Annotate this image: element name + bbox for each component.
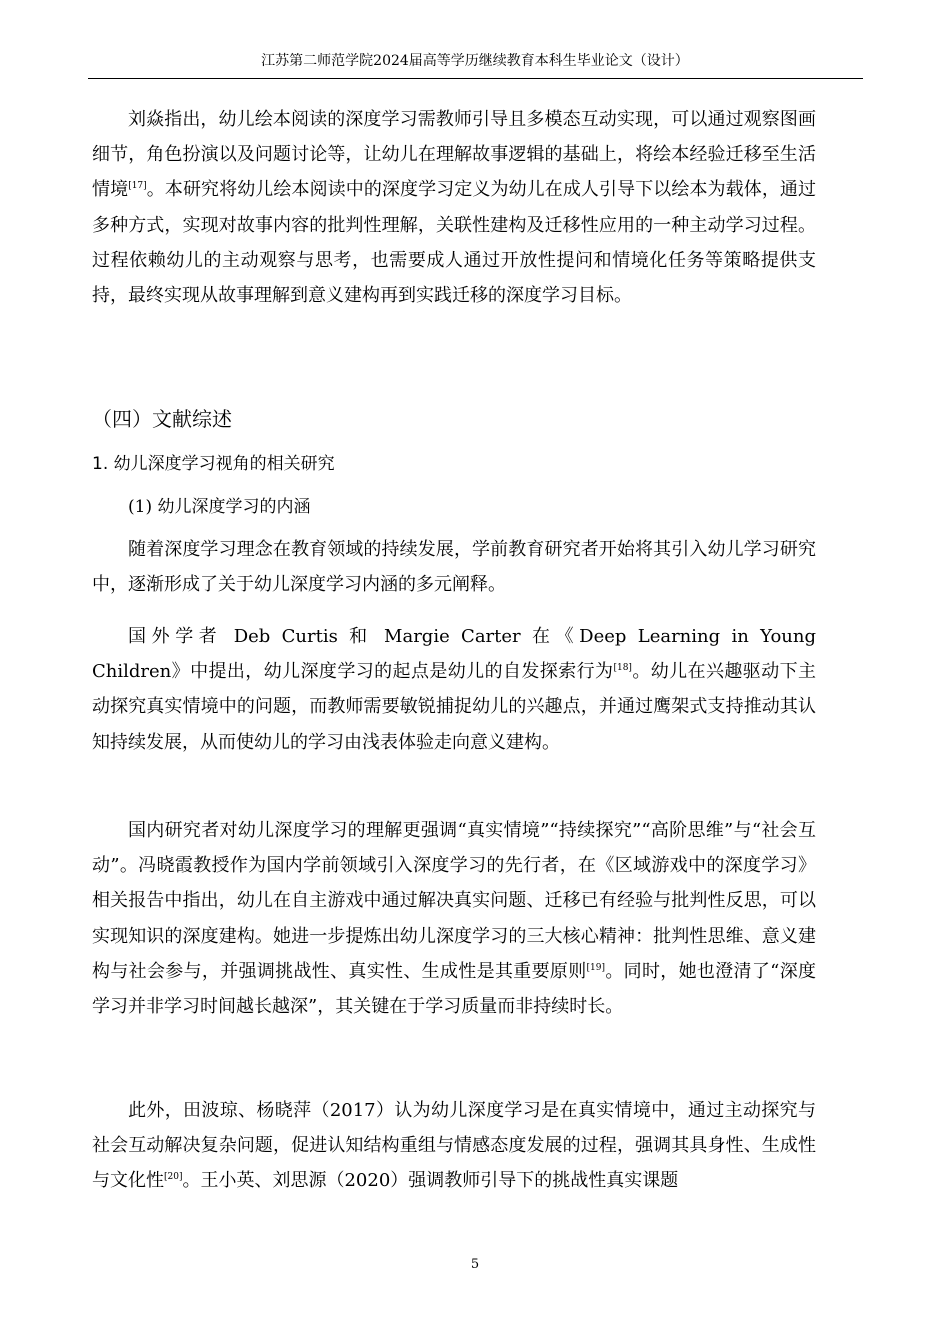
paragraph-text: 。王小英、刘思源（2020）强调教师引导下的挑战性真实课题 bbox=[182, 1170, 679, 1192]
paragraph-text: 此外，田波琼、杨晓萍（2017）认为幼儿深度学习是在真实情境中，通过主动探究与社会互动解决复杂问题，促进认知结构重组与情感态度发展的过程，强调其具身性、生成性与文化性 bbox=[92, 1100, 816, 1192]
running-header: 江苏第二师范学院2024届高等学历继续教育本科生毕业论文（设计） bbox=[261, 53, 689, 69]
citation-ref: [20] bbox=[164, 1172, 183, 1183]
citation-ref: [19] bbox=[586, 962, 606, 973]
citation-ref: [17] bbox=[128, 181, 147, 192]
body-paragraph bbox=[92, 532, 816, 602]
paragraph-text: 。本研究将幼儿绘本阅读中的深度学习定义为幼儿在成人引导下以绘本为载体，通过多种方式，实现对故事内容的批判性理解，关联性建构及迁移性应用的一种主动学习过程。过程依赖幼儿的主动观察与思考，也需要成人通过开放性提问和情境化任务等策略提供支持，最终实现从故事理解到意义建构再到实践迁移的深度学习目标。 bbox=[92, 179, 817, 307]
body-paragraph bbox=[92, 1093, 816, 1199]
paragraph-text: 刘焱指出，幼儿绘本阅读的深度学习需教师引导且多模态互动实现，可以通过观察图画细节，角色扮演以及问题讨论等，让幼儿在理解故事逻辑的基础上，将绘本经验迁移至生活情境 bbox=[92, 109, 816, 201]
paragraph-text: 国内研究者对幼儿深度学习的理解更强调“真实情境”“持续探究”“高阶思维”与“社会互动”。冯晓霞教授作为国内学前领域引入深度学习的先行者，在《区域游戏中的深度学习》相关报告中指出，幼儿在自主游戏中通过解决真实问题、迁移已有经验与批判性反思，可以实现知识的深度建构。她进一步提炼出幼儿深度学习的三大核心精神：批判性思维、意义建构与社会参与，并强调挑战性、真实性、生成性是其重要原则 bbox=[92, 820, 816, 982]
paragraph-text: 国外学者 Deb Curtis 和 Margie Carter 在《Deep Learning in Young Children》中提出，幼儿深度学习的起点是幼儿的自发探索行为 bbox=[92, 626, 816, 683]
section-heading: （四）文献综述 bbox=[92, 407, 232, 431]
paragraph-text: 。幼儿在兴趣驱动下主动探究真实情境中的问题，而教师需要敏锐捕捉幼儿的兴趣点，并通过鹰架式支持推动其认知持续发展，从而使幼儿的学习由浅表体验走向意义建构。 bbox=[92, 661, 817, 753]
body-paragraph bbox=[92, 102, 816, 313]
body-paragraph bbox=[92, 619, 816, 760]
page-number: 5 bbox=[470, 1257, 480, 1272]
paragraph-text: 。同时，她也澄清了“深度学习并非学习时间越长越深”，其关键在于学习质量而非持续时长。 bbox=[92, 960, 817, 1018]
body-paragraph bbox=[92, 813, 816, 1024]
subsubsection-heading: (1) 幼儿深度学习的内涵 bbox=[128, 497, 311, 517]
subsection-heading: 1. 幼儿深度学习视角的相关研究 bbox=[92, 454, 335, 474]
citation-ref: [18] bbox=[613, 663, 632, 674]
paragraph-text: 随着深度学习理念在教育领域的持续发展，学前教育研究者开始将其引入幼儿学习研究中，逐渐形成了关于幼儿深度学习内涵的多元阐释。 bbox=[92, 539, 816, 596]
header-rule bbox=[88, 78, 863, 79]
